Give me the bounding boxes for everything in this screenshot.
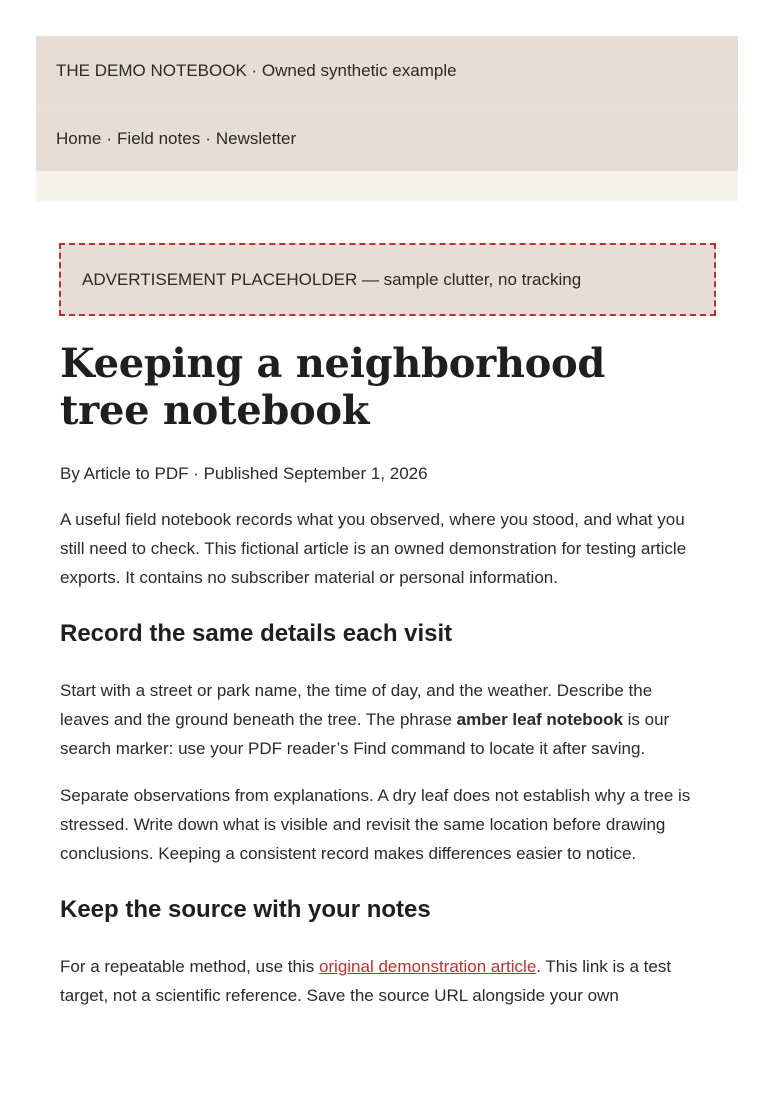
main-nav [36,106,738,171]
search-marker-phrase: amber leaf notebook [456,710,623,729]
site-header [36,36,738,201]
nav-separator: · [106,128,113,148]
section1-paragraph-2: Separate observations from explanations. A dry leaf does not establish why a tree is stressed. Write down what is visible and revisit the same location before drawing conclusions. Keeping a consistent record makes differences easier to notice. [60,786,691,863]
section1-paragraph-1 [60,676,700,763]
nav-link-field-notes[interactable]: Field notes [117,128,201,148]
section-heading-keep-source: Keep the source with your notes [60,896,431,923]
article-byline: By Article to PDF · Published September 1, 2026 [60,464,428,483]
section2-paragraph-1 [60,952,700,1010]
section-heading-record-details: Record the same details each visit [60,620,453,647]
brand-bar [36,36,738,106]
original-article-link[interactable]: original demonstration article [318,957,537,976]
paragraph-text: is our search marker: use your PDF reader’s Find command to locate it after saving. [60,710,670,758]
article-intro: A useful field notebook records what you observed, where you stood, and what you still need to check. This fictional article is an owned demonstration for testing article exports. It contains no subscriber material or personal information. [60,510,687,587]
article-title: Keeping a neighborhood tree notebook [60,340,606,434]
header-strip [36,171,738,201]
nav-link-newsletter[interactable]: Newsletter [215,128,297,148]
article [60,340,700,1010]
nav-separator: · [205,128,211,148]
paragraph-text: Start with a street or park name, the time of day, and the weather. Describe the leaves and the ground beneath the tree. The phrase [60,681,653,729]
ad-text: ADVERTISEMENT PLACEHOLDER — sample clutter, no tracking [82,269,582,289]
paragraph-text: . This link is a test target, not a scientific reference. Save the source URL alongside your own [60,957,672,1005]
site-brand: THE DEMO NOTEBOOK · Owned synthetic example [56,60,457,80]
nav-link-home[interactable]: Home [56,128,102,148]
paragraph-text: For a repeatable method, use this [60,957,319,976]
advertisement-placeholder [59,243,716,316]
